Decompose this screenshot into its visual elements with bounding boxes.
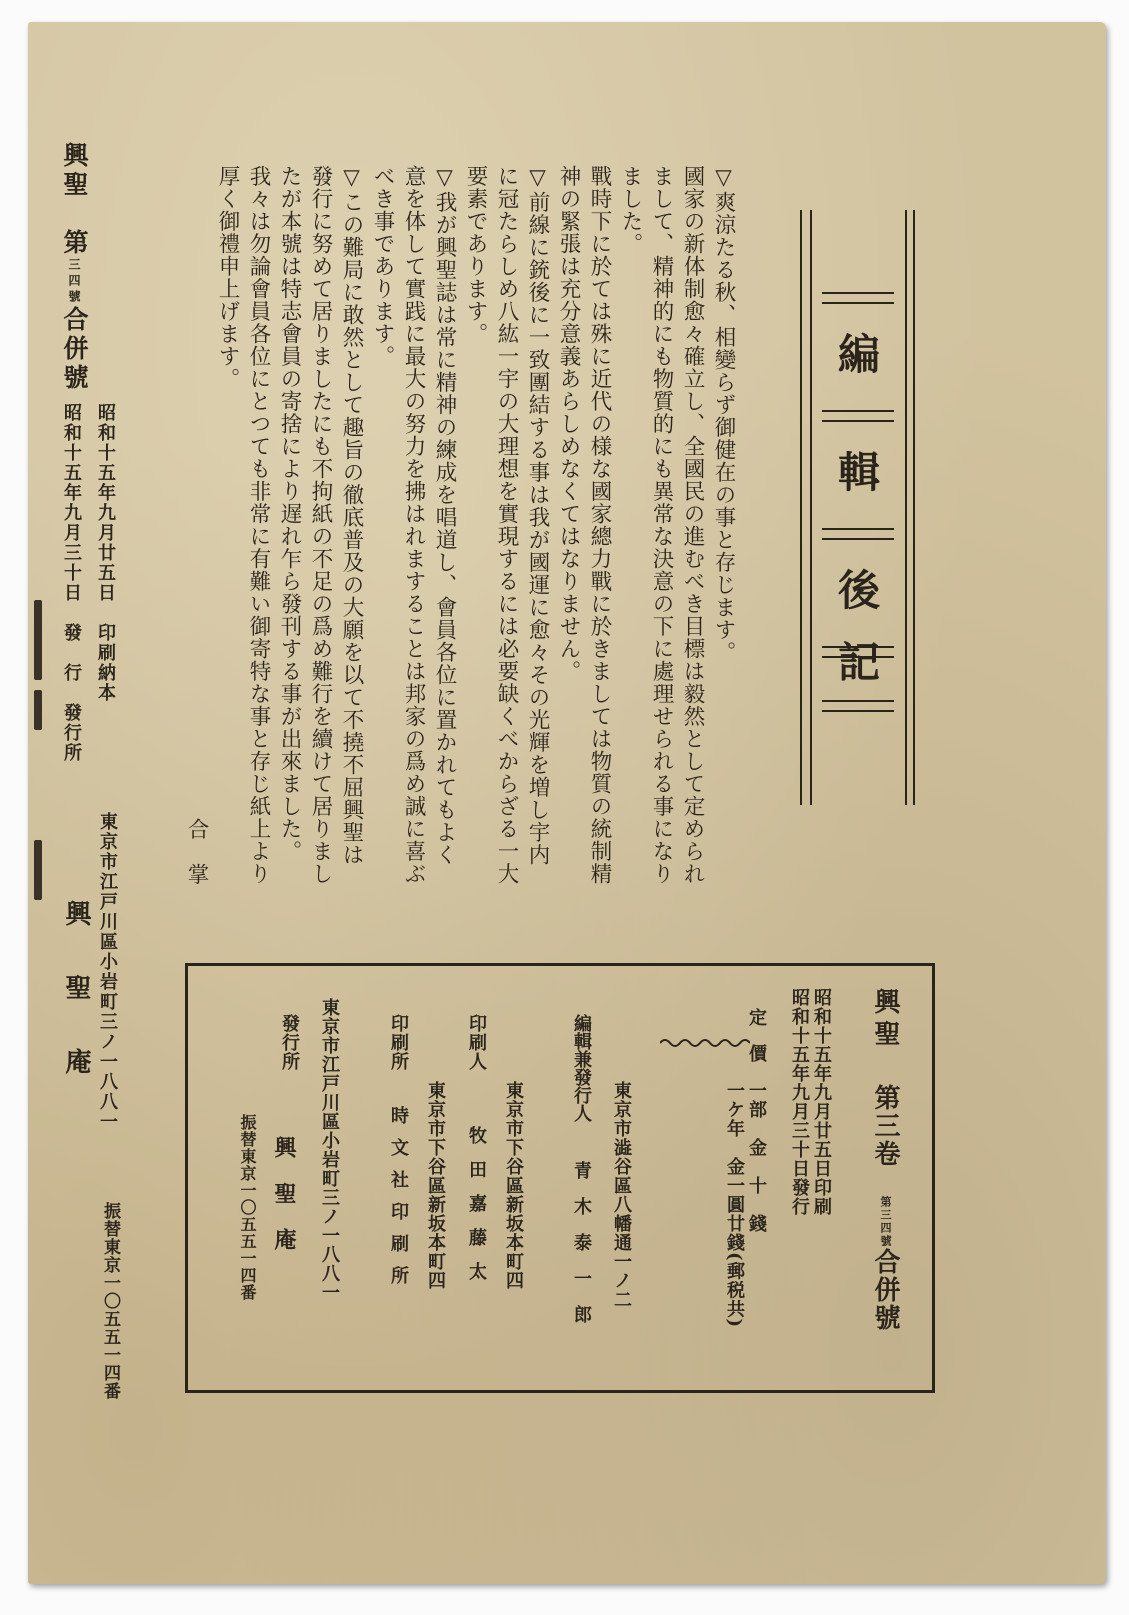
spine-publisher: 興聖庵 [61, 900, 91, 1122]
colophon-press-address: 東京市下谷區新坂本町四 [425, 1081, 446, 1290]
staple-mark [34, 840, 42, 900]
colophon-title: 興聖 [870, 988, 900, 1052]
staple-mark [34, 600, 42, 680]
colophon-editor-address: 東京市澁谷區八幡通一ノ二 [611, 1081, 632, 1309]
spine-print-date: 昭和十五年九月廿五日 [95, 403, 116, 603]
spine-issue-number: 三四號 [67, 258, 81, 306]
spine-account: 振替東京一〇五五一四番 [100, 1202, 120, 1400]
wave-divider [660, 1036, 750, 1050]
spine-title [56, 142, 92, 393]
colophon-price-values [723, 1081, 767, 1328]
colophon-account: 振替東京一〇五五一四番 [238, 1114, 257, 1301]
colophon-press-name: 時文社印刷所 [388, 1106, 409, 1298]
editorial-body [181, 165, 739, 885]
editorial-paragraph: ▽前線に銃後に一致團結する事は我が國運に愈々その光輝を増し宇内に冠たらしめ八紘一宇の大理想を實現するには必要缺くべからざる一大要素であります。 [463, 165, 550, 885]
colophon-dates [788, 988, 832, 1216]
editorial-paragraph: ▽我が興聖誌は常に精神の練成を唱道し、會員各位に置かれてもよく意を体して實践に最大の努力を拂はれますることは邦家の爲め誠に喜ぶべき事であります。 [370, 165, 457, 885]
editorial-paragraph: 我々は勿論會員各位にとつても非常に有難い御寄特な事と存じ紙上より厚く御禮申上げます。 [215, 165, 271, 885]
heading-char: 後 [837, 566, 880, 615]
colophon-editor-name: 青木泰一郎 [571, 1161, 592, 1341]
colophon-price-label: 定價 [746, 1008, 767, 1080]
spine-print-line [92, 403, 118, 703]
colophon-publisher-name: 興聖庵 [271, 1136, 297, 1274]
colophon-printer-label: 印刷人 [466, 1014, 487, 1071]
colophon-publisher-label: 發行所 [279, 1014, 300, 1071]
editorial-closing: 合 掌 [184, 817, 209, 885]
colophon-publisher-address: 東京市江戸川區小岩町三ノ一八八一 [319, 998, 340, 1302]
spine-publisher-label: 發行所 [61, 703, 82, 763]
heading-char: 編 [837, 330, 880, 379]
colophon-issue-number: 第三四號 [879, 1196, 892, 1248]
editorial-paragraph: ▽この難局に敢然として趣旨の徹底普及の大願を以て不撓不屈興聖は發行に努めて居りましたにも不拘紙の不足の爲め難行を續けて居りましたが本號は特志會員の寄捨により遅れ乍ら發刊する事が出來ました。 [277, 165, 364, 885]
colophon-issue-date: 昭和十五年九月三十日發行 [789, 988, 810, 1216]
colophon-editor-label: 編輯兼發行人 [571, 1014, 592, 1122]
colophon-price-single: 一部 金 十 錢 [746, 1081, 767, 1233]
spine-magazine-name: 興聖 [60, 142, 89, 200]
spine-issue-combined: 合併號 [60, 306, 89, 393]
colophon-press-label: 印刷所 [388, 1014, 409, 1071]
spine-issue-line [58, 403, 84, 763]
colophon-box [185, 963, 935, 1393]
spine-issue-label: 發 行 [61, 623, 82, 683]
colophon-volume [867, 1084, 904, 1332]
spine-issue-date: 昭和十五年九月三十日 [61, 403, 82, 603]
colophon-issue-combined: 合併號 [870, 1248, 900, 1332]
colophon-volume-number: 第三卷 [870, 1084, 900, 1168]
editorial-paragraph: 戰時下に於ては殊に近代の様な國家總力戰に於きましては物質の統制精神の緊張は充分意義あらしめなくてはなりません。 [556, 165, 612, 885]
colophon-price-year: 一ケ年 金一圓廿錢(郵税共) [724, 1081, 745, 1329]
editorial-paragraph: ▽爽涼たる秋、相變らず御健在の事と存じます。 [711, 165, 736, 664]
colophon-print-date: 昭和十五年九月廿五日印刷 [811, 988, 832, 1216]
spine-issue: 第 [60, 229, 89, 258]
heading-char: 記 [837, 638, 880, 687]
editorial-heading [800, 210, 915, 805]
spine-address: 東京市江戸川區小岩町三ノ一八八一 [97, 812, 118, 1132]
staple-mark [34, 690, 42, 730]
colophon-printer-name: 牧田嘉藤太 [466, 1126, 487, 1296]
editorial-paragraph: 國家の新体制愈々確立し、全國民の進むべき目標は毅然として定められまして、精神的にも物質的にも異常な決意の下に處理せられる事になりました。 [618, 165, 705, 885]
spine-print-label: 印刷納本 [95, 623, 116, 703]
heading-char: 輯 [837, 448, 880, 497]
colophon-printer-address: 東京市下谷區新坂本町四 [503, 1081, 524, 1290]
